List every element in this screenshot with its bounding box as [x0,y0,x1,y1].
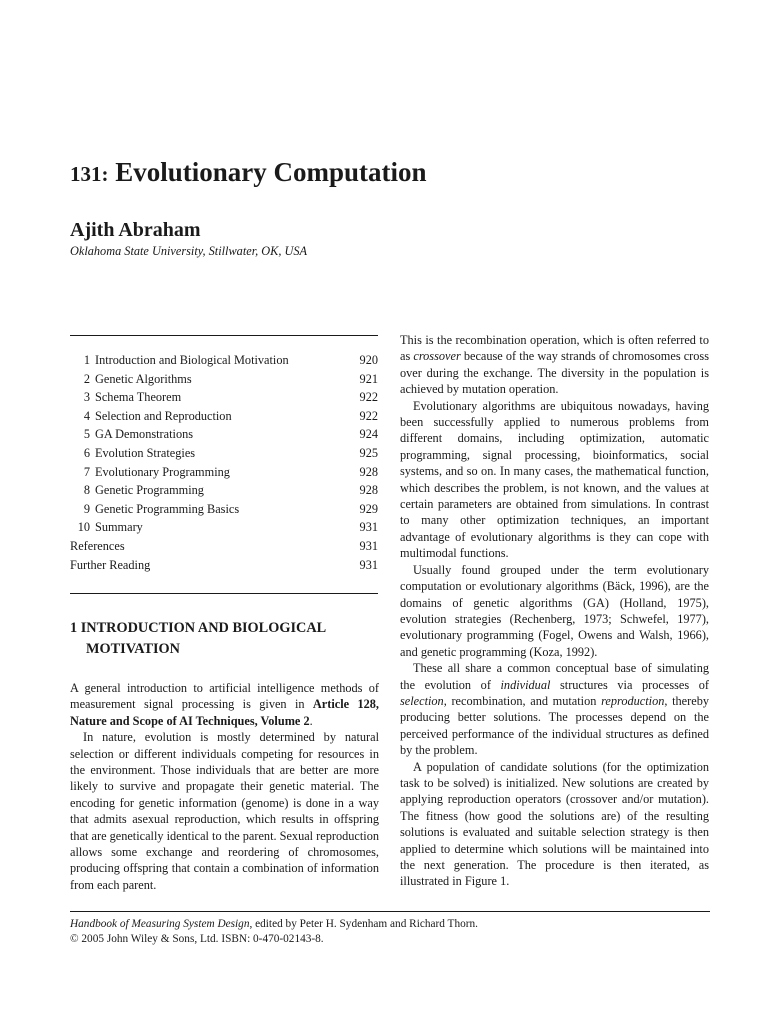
toc-entry-label: Genetic Programming [95,483,204,498]
toc-entry-number: 4 [83,408,90,423]
toc-entry-label: Evolutionary Programming [95,464,230,479]
toc-entry-page: 931 [359,538,378,553]
toc-entry-label: Summary [95,520,143,535]
toc-entry-page: 922 [359,408,378,423]
paragraph: Evolutionary algorithms are ubiquitous nowadays, having been successfully applied to numerous problems from different domains, including optimization, automatic programming, signal processing, bioinformatics, social systems, and so on. In many cases, the mathematical function, which describes the problem, is not known, and the values at certain parameters are obtained from simulations. In contrast to many other optimization techniques, an important advantage of evolutionary algorithms is they can cope with multimodal functions. [400,398,709,561]
toc-entry-number: 10 [77,520,90,535]
chapter-number: 131: [70,162,109,186]
toc-entry-number: 2 [83,371,90,386]
toc-entry-number: 1 [83,353,90,367]
paragraph: A population of candidate solutions (for the optimization task to be solved) is initialized. New solutions are created by applying reproduction operators (crossover and/or mutation). The fitness (how good the solutions are) of the resulting solutions is evaluated and suitable selection strategy is then applied to determine which solutions will be maintained into the next generation. The procedure is then iterated, as illustrated in Figure 1. [400,759,709,889]
toc-entry[interactable] [70,463,378,482]
footer-citation: Handbook of Measuring System Design, edited by Peter H. Sydenham and Richard Thorn. [70,918,478,930]
section-heading-line2: MOTIVATION [86,641,181,657]
toc-entry-number: 7 [83,464,90,479]
page-footer [70,917,710,946]
toc-entry-number: 8 [83,483,90,498]
right-column [400,332,709,890]
toc-entry[interactable] [70,370,378,389]
section-heading [70,618,380,660]
toc-entry[interactable] [70,407,378,426]
toc-entry[interactable] [70,556,378,575]
toc-entry-label: References [70,538,125,553]
toc-entry-page: 920 [359,353,378,367]
article-reference: Article 128, Nature and Scope of AI Techniques, Volume 2 [70,697,379,728]
toc-bottom-rule [70,593,378,594]
toc-entry-page: 928 [359,483,378,498]
toc-entry-label: GA Demonstrations [95,427,194,442]
toc-entry[interactable] [70,388,378,407]
toc-entry-page: 928 [359,464,378,479]
toc-entry-page: 925 [359,445,378,460]
toc-entry-number: 3 [83,390,90,405]
toc-entry-number: 6 [83,445,90,460]
paragraph: In nature, evolution is mostly determined by natural selection or different individuals competing for resources in the environment. Those individuals that are better are more likely to survive and propagate their genetic material. The encoding for genetic information (genome) is done in a way that admits asexual reproduction, which results in offspring that are genetically identical to the parent. Sexual reproduction allows some exchange and reordering of chromosomes, producing offspring that contain a combination of information from each parent. [70,730,380,892]
toc-entry-label: Further Reading [70,557,151,572]
author-affiliation: Oklahoma State University, Stillwater, OK, USA [70,244,308,258]
toc-entry-page: 924 [359,427,378,442]
toc-entry-page: 931 [359,520,378,535]
table-of-contents [70,351,378,574]
toc-entry-page: 929 [359,501,378,516]
footer-rule [70,911,710,912]
toc-entry-label: Schema Theorem [95,390,182,405]
toc-entry[interactable] [70,500,378,519]
paragraph: A general introduction to artificial intelligence methods of measurement signal processing is given in Article 128, Nature and Scope of AI Techniques, Volume 2. [70,681,379,728]
toc-entry-page: 921 [359,371,378,386]
toc-entry-page: 931 [359,557,378,572]
toc-entry-label: Evolution Strategies [95,445,196,460]
toc-entry[interactable] [70,351,378,370]
page-title [70,154,427,192]
left-column [70,680,379,893]
chapter-title: Evolutionary Computation [115,157,427,187]
toc-entry[interactable] [70,425,378,444]
paragraph: This is the recombination operation, which is often referred to as crossover because of the way strands of chromosomes cross over during the exchange. The diversity in the population is achieved by mutation operation. [400,333,710,397]
toc-entry-page: 922 [359,390,378,405]
toc-entry-label: Genetic Programming Basics [95,501,240,516]
author-name: Ajith Abraham [70,219,201,241]
paragraph: These all share a common conceptual base of simulating the evolution of individual structures via processes of selection, recombination, and mutation reproduction, thereby producing better solutions. The processes depend on the perceived performance of the individual structures as defined by the problem. [400,661,709,758]
toc-entry[interactable] [70,537,378,556]
toc-entry-number: 9 [83,501,90,516]
toc-top-rule [70,335,378,336]
toc-entry-label: Genetic Algorithms [95,371,192,386]
toc-entry[interactable] [70,518,378,537]
paragraph: Usually found grouped under the term evolutionary computation or evolutionary algorithms (Bäck, 1996), are the domains of genetic algorithms (GA) (Holland, 1975), evolution strategies (Rechenberg, 1973; Schwefel, 1977), evolutionary programming (Fogel, Owens and Walsh, 1966), and genetic programming (Koza, 1992). [400,562,709,659]
toc-entry-number: 5 [83,427,90,442]
toc-entry[interactable] [70,444,378,463]
toc-entry-label: Selection and Reproduction [95,408,232,423]
section-heading-line1: 1 INTRODUCTION AND BIOLOGICAL [70,620,327,636]
footer-copyright: © 2005 John Wiley & Sons, Ltd. ISBN: 0-470-02143-8. [70,932,324,945]
toc-entry[interactable] [70,481,378,500]
toc-entry-label: Introduction and Biological Motivation [95,353,289,367]
